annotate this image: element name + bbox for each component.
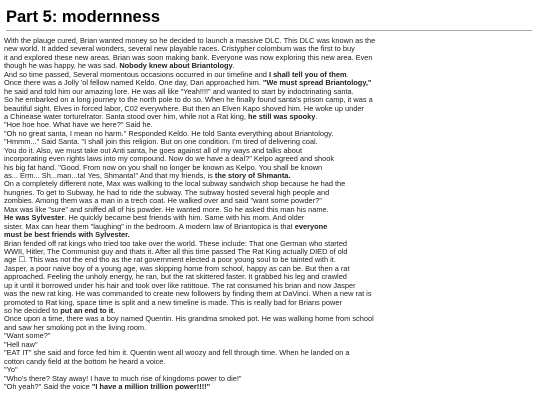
text-segment: hungries. To get to Subway, he had to ride the subway. The subway hosted several high people and: [4, 188, 330, 197]
text-segment: approached. Feeling the unholy energy, he ran, but the rat skittered faster. It grabbed his leg and crawled: [4, 273, 347, 282]
text-segment: and saw her smoking pot in the living room.: [4, 323, 147, 332]
text-segment: was the new rat king. He was commanded to create new followers by finding them at DaVinci. When a new rat is: [4, 290, 372, 299]
text-line: [4, 147, 534, 155]
text-line: [4, 231, 534, 239]
text-segment: You do it. Also, we must take out Anti santa, he goes against all of my ways and talks about: [4, 146, 302, 155]
text-line: [4, 45, 534, 53]
text-line: [4, 349, 534, 357]
text-segment: as... Erm... Sh...man...ta! Yes, Shmanta!" And that my friends, is: [4, 172, 215, 180]
text-segment: .: [113, 307, 116, 315]
text-line: [4, 79, 534, 87]
text-segment: cotton candy field at the bottom he heard a voice.: [4, 357, 166, 366]
text-segment: up it until it borrowed under his hair and took over like ratittoue. The rat consumed his brian and now Jasper: [4, 281, 356, 290]
text-line: [4, 37, 534, 45]
text-segment: "Oh yeah?" Said the voice: [4, 382, 92, 391]
text-line: [4, 282, 534, 290]
text-line: [4, 54, 534, 62]
bold-text: put an end to it: [60, 307, 114, 315]
bold-text: He was Sylvester: [4, 214, 65, 223]
text-segment: "Hoe hoe hoe. What have we here?" Said he.: [4, 121, 153, 130]
bold-text: everyone: [294, 222, 328, 231]
text-segment: he said and told him our amazing lore. He was all like "Yeah!!!!" and wanted to start by indoctrinating santa.: [4, 87, 354, 96]
bold-text: I shall tell you of them: [268, 70, 347, 79]
text-line: [4, 358, 534, 366]
text-segment: .: [346, 70, 349, 79]
text-segment: promoted to Rat king, space time is split and a new timeline is made. This is really bad for Brians power: [4, 298, 342, 307]
text-segment: "Hmmm..." Said Santa. "I shall join this religion. But on one condition. I'm tired of delivering coal.: [4, 138, 318, 147]
text-segment: "Who's there? Stay away! I have to much rise of kingdoms power to die!": [4, 374, 242, 383]
text-line: [4, 248, 534, 256]
text-line: [4, 197, 534, 205]
text-line: [4, 105, 534, 113]
text-segment: sister. Max can hear them "laughing" in the bedroom. A modern law of Briantopica is that: [4, 222, 295, 231]
bold-text: must be best friends with Sylvester.: [4, 231, 130, 240]
text-segment: age ☐. This was not the end tho as the rat government elected a poor young soul to be tainted with it.: [4, 256, 336, 265]
text-segment: new world. It added several wonders, several new playable races. Cristypher colombum was the first to buy: [4, 45, 355, 54]
text-line: [4, 383, 534, 391]
article-body: [4, 37, 534, 391]
text-segment: Jasper, a poor naive boy of a young age, was skipping home from school, happy as can be. But then a rat: [4, 264, 350, 273]
text-line: [4, 71, 534, 79]
text-segment: "Hell naw": [4, 340, 38, 349]
text-line: [4, 138, 534, 146]
title-divider: [6, 30, 532, 31]
bold-text: the story of Shmanta.: [214, 172, 291, 180]
text-line: [4, 155, 534, 163]
text-segment: zombies. Among them was a man in a trech coat. He walked over and said "want some powder?": [4, 197, 322, 206]
text-segment: .: [315, 112, 318, 121]
text-line: [4, 172, 534, 180]
text-segment: "Oh no great santa, I mean no harm." Responded Keldo. He told Santa everything about Briantology.: [4, 129, 334, 138]
text-segment: And so time passed, Several momentous occasions occurred in our timeline and: [4, 70, 269, 79]
page-title: Part 5: modernness: [6, 8, 161, 26]
text-line: [4, 180, 534, 188]
text-line: [4, 315, 534, 323]
text-segment: so he decided to: [4, 307, 61, 315]
text-segment: Brian fended off rat kings who tried too take over the world. These include: That one German who started: [4, 239, 348, 248]
text-line: [4, 62, 534, 70]
text-line: [4, 214, 534, 222]
text-line: [4, 206, 534, 214]
text-segment: a Chinease water torturelrator. Santa stood over him, while not a Rat king,: [4, 112, 249, 121]
text-segment: . He quickly became best friends with him. Same with his mom. And older: [64, 214, 305, 223]
text-line: [4, 290, 534, 298]
text-line: [4, 121, 534, 129]
text-segment: Once there was a Jolly 'ol fellow named Keldo. One day, Dan approached him.: [4, 79, 263, 88]
text-segment: incorporating even rights laws into my compound. Now do we have a deal?" Kelpo agreed and shook: [4, 155, 335, 164]
text-segment: "Want some?": [4, 332, 51, 341]
bold-text: Nobody knew about Briantology: [119, 62, 233, 71]
text-line: [4, 324, 534, 332]
text-line: [4, 265, 534, 273]
text-segment: it and explored these new areas. Brian was soon making bank. Everyone was now exploring this new area. Even: [4, 53, 373, 62]
text-line: [4, 96, 534, 104]
text-segment: .: [232, 62, 235, 71]
text-segment: "EAT IT" she said and force fed him it. Quentin went all woozy and fell through time. When he landed on a: [4, 349, 350, 358]
text-segment: With the plauge cured, Brian wanted money so he decided to launch a massive DLC. This DLC was known as the: [4, 37, 376, 45]
text-line: [4, 88, 534, 96]
bold-text: "I have a million trillion power!!!!": [91, 382, 211, 391]
text-line: [4, 332, 534, 340]
text-segment: Once upon a time, there was a boy named Quentin. His grandma smoked pot. He was walking home from school: [4, 315, 374, 324]
bold-text: he still was spooky: [248, 112, 316, 121]
text-segment: WWII, Hitler, The Communist guy and thats it. After all this time passed The Rat King actually DIED of old: [4, 247, 348, 256]
text-line: [4, 273, 534, 281]
text-line: [4, 375, 534, 383]
text-line: [4, 341, 534, 349]
text-line: [4, 130, 534, 138]
text-segment: "Yo": [4, 366, 18, 375]
text-segment: So he embarked on a long journey to the north pole to do so. When he finally found santa's prison camp, it was a: [4, 96, 373, 105]
text-line: [4, 307, 534, 315]
bold-text: "We must spread Briantology,": [262, 79, 372, 88]
text-line: [4, 299, 534, 307]
text-segment: his big fat hand. "Good. From now on you shall no longer be known as Kelpo. You shall be known: [4, 163, 323, 172]
text-segment: though he was happy, he was sad.: [4, 62, 120, 71]
text-segment: On a completely different note, Max was walking to the local subway sandwich shop because he had the: [4, 180, 346, 189]
text-line: [4, 240, 534, 248]
text-segment: beautiful sight. Elves in forced labor, C02 everywhere. But then an Elven Kapo shoved him. He woke up under: [4, 104, 364, 113]
text-segment: Max was like "sure" and sniffed all of his powder. He wanted more. So he asked this man his name.: [4, 205, 329, 214]
text-line: [4, 366, 534, 374]
text-line: [4, 189, 534, 197]
text-line: [4, 164, 534, 172]
text-line: [4, 113, 534, 121]
text-line: [4, 256, 534, 264]
text-line: [4, 223, 534, 231]
